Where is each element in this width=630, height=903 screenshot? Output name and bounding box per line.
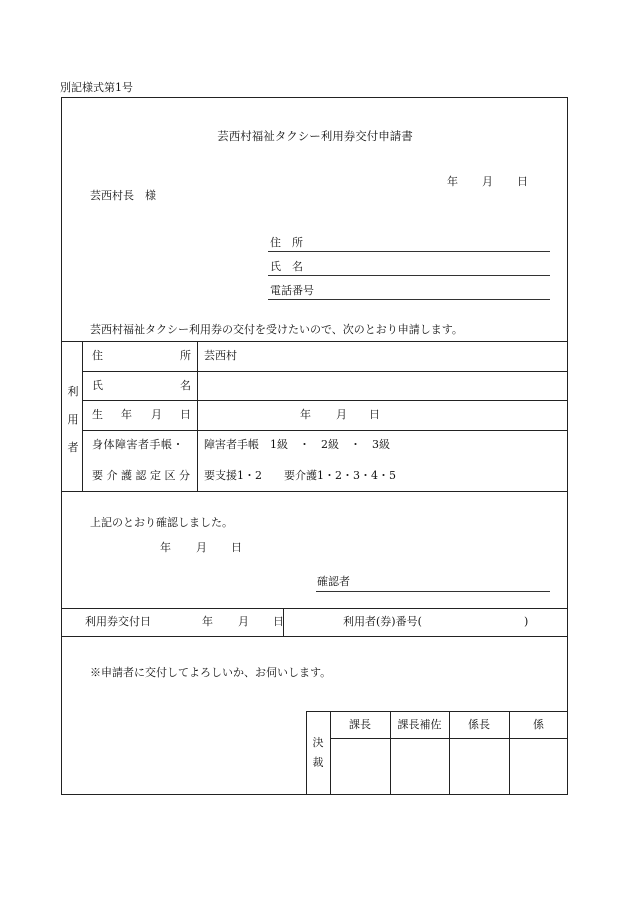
form-title: 芸西村福祉タクシー利用券交付申請書 <box>217 129 413 143</box>
applicant-address-field[interactable] <box>268 251 550 252</box>
applicant-name-label: 氏 名 <box>270 260 303 273</box>
user-address-label-left: 住 <box>92 349 103 362</box>
user-name-label-right: 名 <box>180 379 191 392</box>
divider <box>306 711 307 795</box>
divider <box>306 711 568 712</box>
care-level-options[interactable]: 要支援1・2 要介護1・2・3・4・5 <box>204 469 396 482</box>
user-ticket-number-label: 利用者(券)番号( <box>343 615 422 628</box>
issue-year-label: 年 <box>202 615 213 628</box>
divider <box>61 491 568 492</box>
issue-date-label: 利用券交付日 <box>85 615 151 628</box>
birth-label-char: 年 <box>121 408 132 421</box>
confirm-day-label: 日 <box>231 541 242 554</box>
user-name-value[interactable] <box>204 379 564 393</box>
date-year-label: 年 <box>447 175 458 188</box>
confirm-month-label: 月 <box>196 541 207 554</box>
disability-handbook-label: 身体障害者手帳・ <box>92 438 184 451</box>
issue-month-label: 月 <box>238 615 249 628</box>
birth-month-label: 月 <box>336 408 347 421</box>
care-level-label: 要介護認定区分 <box>92 469 194 482</box>
date-day-label: 日 <box>517 175 528 188</box>
birth-label-char: 生 <box>92 408 103 421</box>
confirm-year-label: 年 <box>160 541 171 554</box>
date-month-label: 月 <box>482 175 493 188</box>
confirmer-label: 確認者 <box>317 575 350 588</box>
approval-stamp-staff[interactable] <box>510 739 567 794</box>
disability-handbook-grades[interactable]: 障害者手帳 1級 ・ 2級 ・ 3級 <box>204 438 390 451</box>
divider <box>82 400 568 401</box>
approval-col-deputy-chief: 課長補佐 <box>397 718 442 731</box>
approval-stamp-section-chief[interactable] <box>331 739 389 794</box>
divider <box>82 430 568 431</box>
applicant-name-field[interactable] <box>268 275 550 276</box>
user-name-label-left: 氏 <box>92 379 103 392</box>
divider <box>82 341 83 491</box>
confirmation-text: 上記のとおり確認しました。 <box>90 516 233 529</box>
birth-label-char: 月 <box>151 408 162 421</box>
issue-day-label: 日 <box>273 615 284 628</box>
approval-stamp-subsection-chief[interactable] <box>450 739 508 794</box>
applicant-phone-label: 電話番号 <box>270 284 314 297</box>
birth-year-label: 年 <box>300 408 311 421</box>
birth-day-label: 日 <box>369 408 380 421</box>
user-address-value[interactable]: 芸西村 <box>204 349 237 362</box>
divider <box>197 341 198 491</box>
divider <box>61 608 568 609</box>
inquiry-text: ※申請者に交付してよろしいか、お伺いします。 <box>90 666 332 679</box>
approval-stamp-deputy-chief[interactable] <box>391 739 448 794</box>
approval-col-section-chief: 課長 <box>349 718 371 731</box>
applicant-phone-field[interactable] <box>268 299 550 300</box>
approval-col-subsection-chief: 係長 <box>468 718 490 731</box>
approval-label: 決 裁 <box>312 736 324 769</box>
divider <box>82 371 568 372</box>
approval-col-staff: 係 <box>533 718 544 731</box>
divider <box>61 636 568 637</box>
addressee: 芸西村長 様 <box>90 189 156 202</box>
applicant-address-label: 住 所 <box>270 236 303 249</box>
birth-label-char: 日 <box>180 408 191 421</box>
user-section-label: 利 用 者 <box>67 385 79 454</box>
divider <box>61 341 568 342</box>
user-ticket-number-close: ) <box>524 615 529 628</box>
confirmer-field[interactable] <box>316 591 550 592</box>
user-address-label-right: 所 <box>180 349 191 362</box>
form-number: 別記様式第1号 <box>60 81 133 94</box>
request-text: 芸西村福祉タクシー利用券の交付を受けたいので、次のとおり申請します。 <box>90 323 463 336</box>
